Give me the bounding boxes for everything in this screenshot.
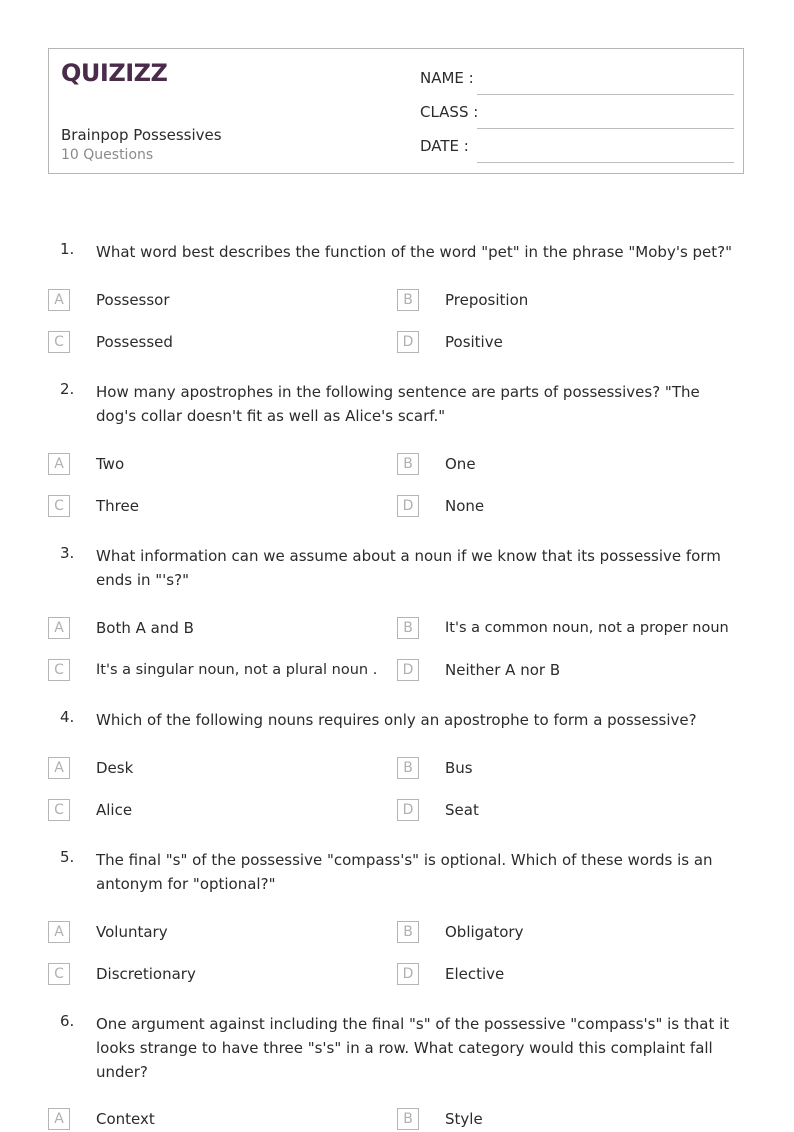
question-text: What word best describes the function of the word "pet" in the phrase "Moby's pet?": [96, 243, 733, 261]
option-letter-box[interactable]: A: [48, 921, 70, 943]
question-count: 10 Questions: [61, 147, 154, 163]
option-text: Context: [96, 1110, 155, 1128]
class-line[interactable]: [477, 128, 734, 129]
class-field[interactable]: [420, 103, 734, 127]
question-number: 2.: [60, 380, 75, 398]
date-line[interactable]: [477, 162, 734, 163]
option-letter-box[interactable]: C: [48, 963, 70, 985]
name-field[interactable]: [420, 69, 734, 93]
question-text: What information can we assume about a noun if we know that its possessive form ends in "'s?": [96, 547, 721, 589]
option-letter-box[interactable]: D: [397, 963, 419, 985]
question-number: 4.: [60, 708, 75, 726]
option-text: Possessed: [96, 333, 173, 351]
date-label: DATE :: [420, 137, 469, 155]
option-letter-box[interactable]: B: [397, 757, 419, 779]
question-number: 1.: [60, 240, 75, 258]
option-text: Elective: [445, 965, 505, 983]
option-letter-box[interactable]: D: [397, 495, 419, 517]
option-text: Three: [96, 497, 139, 515]
date-field[interactable]: [420, 137, 734, 161]
option-text: Discretionary: [96, 965, 196, 983]
option-letter-box[interactable]: C: [48, 331, 70, 353]
option-letter-box[interactable]: B: [397, 1108, 419, 1130]
question-number: 3.: [60, 544, 75, 562]
option-letter-box[interactable]: B: [397, 453, 419, 475]
option-text: Both A and B: [96, 619, 194, 637]
question-text: Which of the following nouns requires only an apostrophe to form a possessive?: [96, 711, 697, 729]
option-text: It's a singular noun, not a plural noun .: [96, 662, 378, 678]
worksheet-header: [48, 48, 744, 174]
option-text: Possessor: [96, 291, 170, 309]
option-text: Voluntary: [96, 923, 168, 941]
name-line[interactable]: [477, 94, 734, 95]
question-number: 5.: [60, 848, 75, 866]
question-number: 6.: [60, 1012, 75, 1030]
option-text: Bus: [445, 759, 473, 777]
worksheet-title: Brainpop Possessives: [61, 126, 222, 144]
option-text: Alice: [96, 801, 133, 819]
option-letter-box[interactable]: A: [48, 757, 70, 779]
option-text: Preposition: [445, 291, 529, 309]
option-letter-box[interactable]: D: [397, 799, 419, 821]
option-text: Obligatory: [445, 923, 524, 941]
question-text: One argument against including the final "s" of the possessive "compass's" is that it looks strange to have three "s's" in a row. What category would this complaint fall under?: [96, 1015, 730, 1081]
option-letter-box[interactable]: B: [397, 921, 419, 943]
option-letter-box[interactable]: A: [48, 617, 70, 639]
option-text: Desk: [96, 759, 134, 777]
name-label: NAME :: [420, 69, 474, 87]
quizizz-logo: QUIZIZZ: [61, 59, 168, 87]
option-text: Style: [445, 1110, 483, 1128]
option-text: Seat: [445, 801, 479, 819]
option-text: It's a common noun, not a proper noun: [445, 620, 729, 636]
option-letter-box[interactable]: A: [48, 1108, 70, 1130]
option-text: Two: [96, 455, 125, 473]
option-letter-box[interactable]: A: [48, 289, 70, 311]
option-letter-box[interactable]: D: [397, 659, 419, 681]
option-letter-box[interactable]: C: [48, 659, 70, 681]
option-letter-box[interactable]: D: [397, 331, 419, 353]
class-label: CLASS :: [420, 103, 479, 121]
option-text: None: [445, 497, 485, 515]
option-letter-box[interactable]: C: [48, 799, 70, 821]
option-letter-box[interactable]: C: [48, 495, 70, 517]
option-text: Positive: [445, 333, 503, 351]
option-letter-box[interactable]: A: [48, 453, 70, 475]
option-text: Neither A nor B: [445, 661, 561, 679]
question-text: The final "s" of the possessive "compass's" is optional. Which of these words is an antonym for "optional?": [96, 851, 713, 893]
question-text: How many apostrophes in the following sentence are parts of possessives? "The dog's collar doesn't fit as well as Alice's scarf.": [96, 383, 700, 425]
option-letter-box[interactable]: B: [397, 617, 419, 639]
option-letter-box[interactable]: B: [397, 289, 419, 311]
option-text: One: [445, 455, 476, 473]
